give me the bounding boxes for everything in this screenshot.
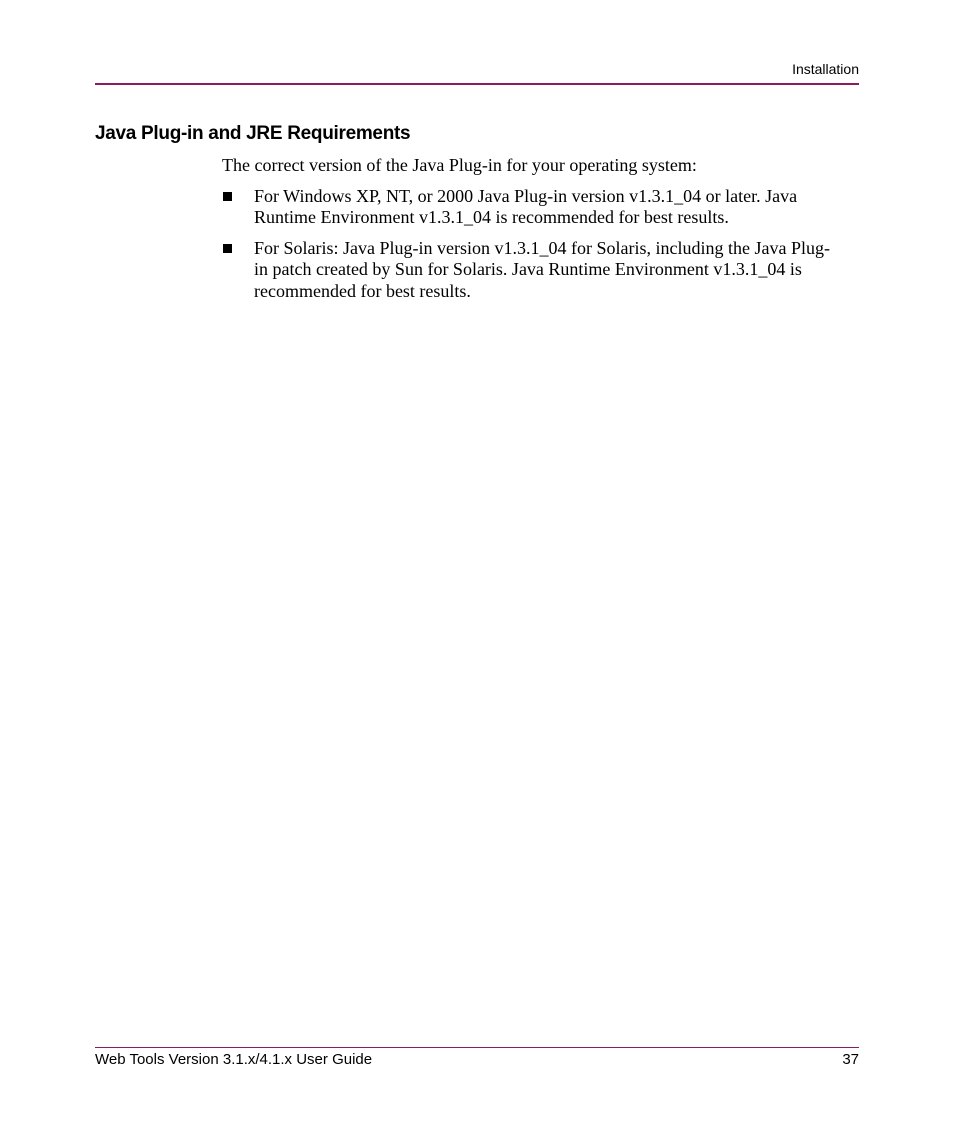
- requirements-list: [222, 186, 842, 303]
- list-item-text: For Windows XP, NT, or 2000 Java Plug-in version v1.3.1_04 or later. Java Runtime Environment v1.3.1_04 is recommended for best results.: [254, 185, 798, 227]
- running-header: Installation: [792, 61, 859, 77]
- page-number: 37: [842, 1051, 859, 1068]
- section-body: [222, 155, 842, 311]
- header-rule: [95, 83, 859, 85]
- footer-document-title: Web Tools Version 3.1.x/4.1.x User Guide: [95, 1051, 373, 1068]
- square-bullet-icon: [223, 244, 232, 253]
- list-item: [222, 238, 842, 303]
- intro-paragraph: The correct version of the Java Plug-in for your operating system:: [222, 155, 697, 175]
- footer-rule: [95, 1047, 859, 1048]
- list-item-text: For Solaris: Java Plug-in version v1.3.1_04 for Solaris, including the Java Plug-in patch created by Sun for Solaris. Java Runtime Environment v1.3.1_04 is recommended for best results.: [254, 237, 830, 301]
- section-heading: Java Plug-in and JRE Requirements: [95, 123, 411, 144]
- square-bullet-icon: [223, 192, 232, 201]
- list-item: [222, 186, 842, 229]
